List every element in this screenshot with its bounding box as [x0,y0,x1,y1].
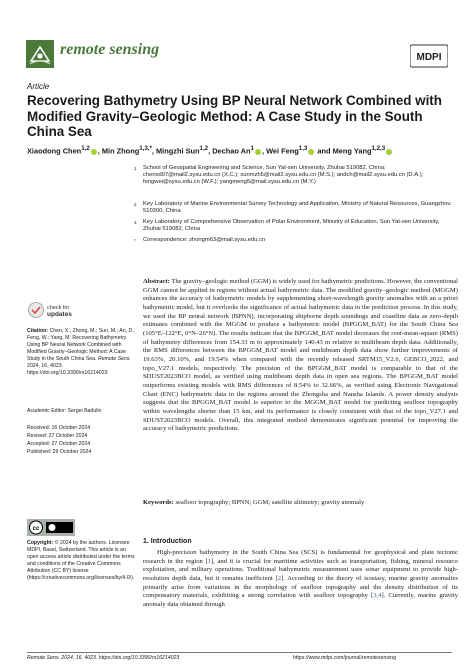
affiliation-item [134,237,458,244]
paper-title: Recovering Bathymetry Using BP Neural Network Combined with Modified Gravity–Geologic Method: A Case Study in the South China Sea [27,93,442,139]
check-updates-line2: updates [47,311,72,318]
citation-link[interactable]: 1 [207,557,211,565]
affiliation-sup: 1 [134,166,137,171]
footer-citation[interactable]: Remote Sens. 2024, 16, 4023. https://doi.org/10.3390/rs16214023 [27,655,180,661]
citation-journal: Remote Sens. [97,356,131,362]
author-name: Meng Yang [332,146,372,156]
mdpi-logo-icon [410,44,448,68]
citation-text: Chen, X.; Zhong, M.; Sun, M.; An, D.; Feng, W.; Yang, M. Recovering Bathymetry Using BP Neural Network Combined with Modified Gravity–Geologic Method: A Case Study in the South China Sea. [27,328,136,362]
orcid-icon[interactable] [91,149,97,155]
author-sup: 1,2 [81,145,90,152]
journal-name: remote sensing [60,41,160,58]
author-sup: 1,3 [298,145,308,152]
copyright-block [27,540,137,582]
orcid-icon[interactable] [308,149,314,155]
author-sup: 1,2 [199,145,209,152]
citation-link[interactable]: 3,4 [373,592,382,600]
author-name: Min Zhong [101,146,140,156]
author-name: Xiaodong Chen [27,146,82,156]
cc-license-icon[interactable] [27,519,75,536]
person-icon [49,524,56,531]
keywords-text: seafloor topography; BPNN; GGM; satellite altimetry; gravity anomaly [175,499,365,506]
accepted-date: Accepted: 27 October 2024 [27,441,91,447]
received-date: Received: 16 October 2024 [27,425,91,431]
cc-logo-text: cc [32,526,40,532]
copyright-label: Copyright: [27,540,54,546]
revised-date: Revised: 27 October 2024 [27,433,88,439]
author-name: Dechao An [212,146,251,156]
citation-link[interactable]: 2 [277,574,282,582]
affiliation-sup: 3 [134,220,137,225]
author-sup: 1,2,3 [371,145,386,152]
affiliation-text: Key Laboratory of Marine Environmental Survey Technology and Application, Ministry of Natural Resources, Guangzhou 510300, China [143,201,451,215]
citation-block [27,328,137,377]
abstract-text: The gravity–geologic method (GGM) is widely used for bathymetric predictions. However, the conventional GGM cannot be applied in regions without actual bathymetric data. The modified gravity–geologic method (MGGM) enhances the accuracy of bathymetric models by supplementing short-wavelength gravity anomalies with an a priori bathymetric model, but it overlooks the significance of actual bathymetric data in the prediction process. In this study, we used the BP neural network (BPNN), incorporating shipborne depth soundings and coastline data as zero-depth estimates combined with the MGGM to produce a bathymetric model (BPGGM_BAT) for the South China Sea (105°E–122°E, 0°N–26°N). The results indicate that the BPGGM_BAT model decreases the root-mean-square (RMS) of bathymetry differences from 154.33 m to approximately 140.43 m relative to multibeam depth data. Additionally, the RMS differences between the BPGGM_BAT model and multibeam depth data show further improvements of 19.63%, 20.10%, and 19.54% when compared with the recently released SRTM15_V2.6, GEBCO_2022, and topo_V27.1 models, respectively. The precision of the BPGGM_BAT model is comparable to that of the SDUST2023BCO model, as verified using multibeam depth data in open sea regions. The BPGGM_BAT model outperforms existing models with RMS differences of 8.54% to 32.66%, as verified using Electronic Navigational Chart (ENC) bathymetric data in the regions around the Zhongsha and Nansha Islands. A power density analysis suggests that the BPGGM_BAT model is superior to the MGGM_BAT model for predicting seafloor topography within wavelengths shorter than 15 km, and its performance is closely consistent with that of the topo_V27.1 and SDUST2023BCO models. Overall, this integrated method demonstrates significant potential for improving the accuracy of bathymetric predictions. [143,278,458,433]
affiliation-text: Correspondence: zhongm63@mail.sysu.edu.cn [143,237,266,243]
citation-label: Citation: [27,328,49,334]
intro-text: ]. According to the theory of isostasy, marine gravity anomalies primarily arise from variations in the morphology of seafloor topography and the density distribution of its compensatory materials, exhibiting a strong correlation with seafloor topography [ [143,574,458,600]
abstract-label: Abstract: [143,278,170,285]
intro-paragraph [143,549,458,610]
keywords-label: Keywords: [143,499,174,506]
intro-text: ], and it is crucial for maritime activities such as transportation, fishing, mineral resource exploitation, and military operations. Traditional bathymetric measurement uses sonar equipment to provide high-resolution depth data, but it remains inefficient [ [143,557,459,582]
keywords [143,499,458,508]
affiliation-item [134,201,458,215]
affiliation-sup: * [134,238,136,243]
affiliation-sup: 2 [134,202,137,207]
orcid-icon[interactable] [255,149,261,155]
citation-volume[interactable]: 2024, 16, 4023. https://doi.org/10.3390/rs16214023 [27,363,108,376]
abstract [143,278,458,434]
intro-text: High-precision bathymetry in the South China Sea (SCS) is fundamental for geophysical and plate tectonic research in the region [ [143,549,458,565]
check-updates-button[interactable] [27,300,87,320]
affiliation-text: Key Laboratory of Comprehensive Observation of Polar Environment, Ministry of Education, Sun Yat-sen University, Zhuhai 519082, China [143,219,440,233]
copyright-text: © 2024 by the authors. Licensee MDPI, Basel, Switzerland. This article is an open access article distributed under the terms and conditions of the Creative Commons Attribution (CC BY) license (https://creativecommons.org/licenses/by/4.0/). [27,540,135,581]
journal-logo-icon [26,40,54,68]
footer-divider [27,652,452,653]
mdpi-logo-text: MDPI [416,52,442,63]
published-date: Published: 29 October 2024 [27,449,92,455]
intro-text: ]. Currently, marine gravity anomaly data obtained through [143,592,458,608]
author-name: Wei Feng [266,146,299,156]
affiliation-text: School of Geospatial Engineering and Science, Sun Yat-sen University, Zhuhai 519082, China; chenxd97@mail2.sysu.edu.cn (X.C.); sunmzh5@mail2.sysu.edu.cn (M.S.); andch@mail2.sysu.edu.cn (D.A.); fengwei@sysu.edu.cn (W.F.); yangmeng5@mail.sysu.edu.cn (M.Y.) [143,165,424,186]
check-updates-line1: check for [47,305,70,311]
author-sup: 1,3,* [139,145,152,152]
academic-editor: Academic Editor: Sergei Badulin [27,408,102,414]
author-sup: 1 [250,145,254,152]
affiliation-item [134,219,458,233]
article-type: Article [27,82,50,91]
footer-journal-url[interactable]: https://www.mdpi.com/journal/remotesensing [293,655,396,661]
orcid-icon[interactable] [386,149,392,155]
author-name: Mingzhi Sun [156,146,200,156]
affiliation-item [134,165,458,187]
section-heading: 1. Introduction [143,538,192,545]
author-list: Xiaodong Chen$^{1,2}$ , Min Zhong$^{1,3,*}$, Mingzhi Sun$^{1,2}$, Dechao An$^1$ , Wei Feng$^{1,3}$ and Meng Yang$^{1,2,3}$ [27,145,457,155]
